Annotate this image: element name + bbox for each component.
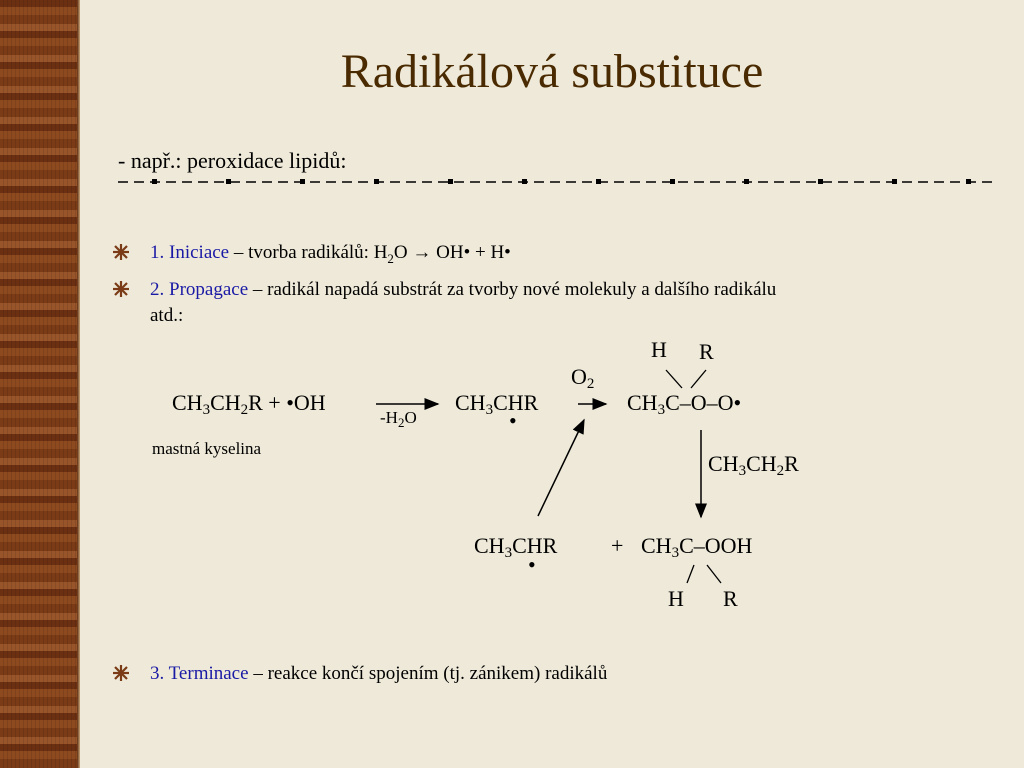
chem-text: CH (708, 451, 739, 476)
chem-sub: 3 (485, 402, 494, 418)
radical-dot: • (528, 552, 536, 577)
bullet-star-icon (112, 664, 130, 682)
chem-text: O (404, 408, 417, 427)
chem-sub: 3 (671, 545, 680, 561)
chem-sub: 2 (776, 463, 785, 479)
bullet-termination (150, 661, 607, 687)
initiation-sub: 2 (387, 250, 394, 266)
plus-sign: + (611, 533, 624, 558)
chem-text: CH (172, 390, 203, 415)
chem-sub: 3 (738, 463, 747, 479)
bond-line (687, 565, 694, 583)
chem-sub: 3 (202, 402, 211, 418)
bond-line (691, 370, 706, 388)
chem-text: CH (455, 390, 486, 415)
radical-dot: • (509, 408, 517, 433)
initiation-label: 1. Iniciace (150, 242, 230, 263)
chem-sub: 2 (397, 415, 405, 430)
chem-sub: 3 (504, 545, 513, 561)
hydroperoxide-R: R (723, 586, 738, 611)
propagation-text-cont: atd.: (150, 305, 184, 326)
chem-text: CH (746, 451, 777, 476)
chem-text: R + •OH (248, 390, 326, 415)
chem-text: O (571, 364, 587, 389)
initiation-rest: O → OH• + H• (393, 242, 511, 263)
bond-line (707, 565, 721, 583)
hydroperoxide-H: H (668, 586, 684, 611)
peroxy-H: H (651, 337, 667, 362)
fatty-acid-label: mastná kyselina (152, 439, 262, 458)
bond-line (666, 370, 682, 388)
chem-text: CHR (512, 533, 558, 558)
chem-text: CH (474, 533, 505, 558)
propagation-label: 2. Propagace (150, 279, 249, 300)
termination-text: – reakce končí spojením (tj. zánikem) radikálů (248, 663, 608, 684)
chem-text: CH (641, 533, 672, 558)
initiation-text: – tvorba radikálů: H (229, 242, 388, 263)
chem-text: CH (627, 390, 658, 415)
chem-text: -H (380, 408, 398, 427)
chem-sub: 2 (586, 376, 595, 392)
chem-text: CHR (493, 390, 539, 415)
subtitle: - např.: peroxidace lipidů: (118, 148, 347, 173)
chem-text: C–OOH (679, 533, 753, 558)
peroxy-R: R (699, 339, 714, 364)
chem-sub: 2 (240, 402, 249, 418)
termination-label: 3. Terminace (150, 663, 249, 684)
chem-sub: 3 (657, 402, 666, 418)
chem-text: C–O–O• (665, 390, 742, 415)
chem-text: R (784, 451, 799, 476)
propagation-text: – radikál napadá substrát za tvorby nové molekuly a dalšího radikálu (248, 279, 777, 300)
chem-text: CH (210, 390, 241, 415)
recycle-arrow (538, 420, 584, 516)
slide-title: Radikálová substituce (340, 45, 764, 98)
